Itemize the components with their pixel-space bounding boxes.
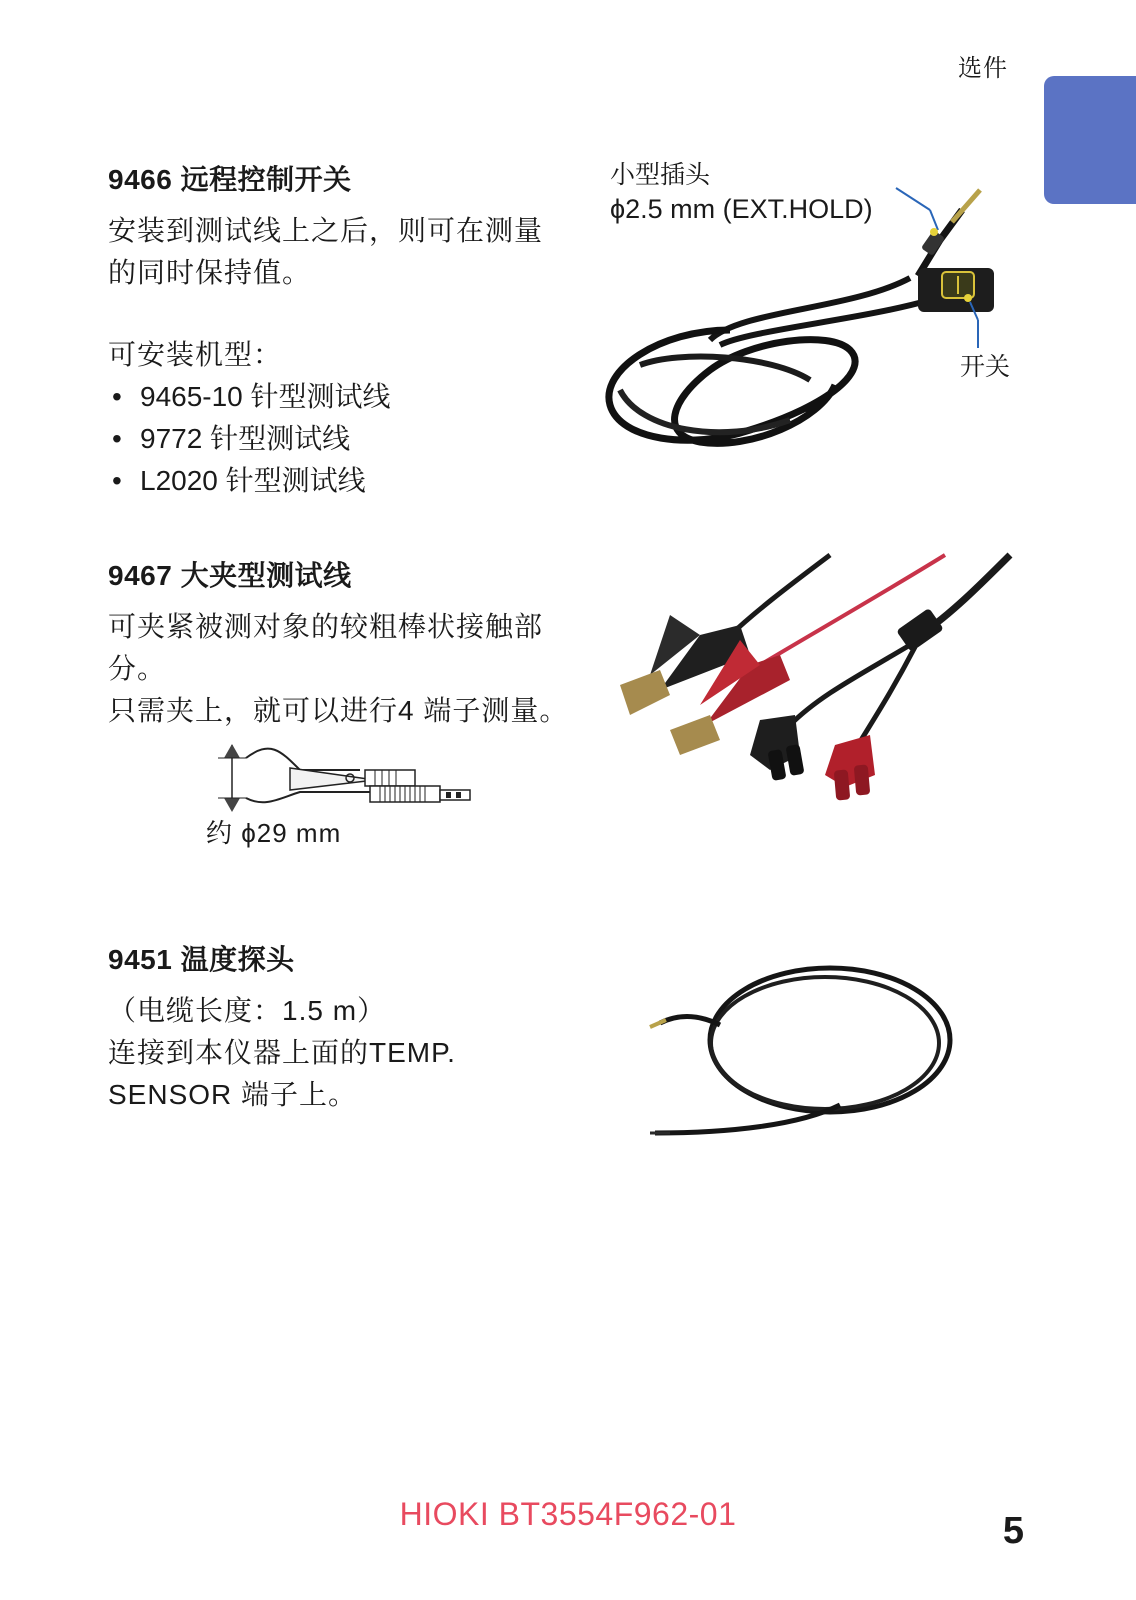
diagram-caption: 约 ϕ29 mm [206,818,342,848]
list-item: • L2020 针型测试线 [108,460,391,502]
temperature-probe-image [650,955,970,1155]
section-title-9467: 9467 大夹型测试线 [108,560,352,591]
desc-line: （电缆长度：1.5 m） [108,995,387,1026]
desc-line: 连接到本仪器上面的TEMP. [108,1037,456,1068]
section-label: 选件 [958,55,1008,82]
compatible-models-list [108,376,391,502]
section-title-9451: 9451 温度探头 [108,944,295,975]
clip-dimension-diagram [210,740,480,820]
chapter-tab [1044,76,1136,204]
section-desc-9467 [108,606,568,732]
desc-line: 只需夹上，就可以进行4 端子测量。 [108,695,569,726]
page-number: 5 [1002,1510,1024,1552]
plug-label: 小型插头 [610,161,711,189]
list-item: • 9772 针型测试线 [108,418,391,460]
document-code: HIOKI BT3554F962-01 [399,1496,737,1532]
desc-line: 可夹紧被测对象的较粗棒状接触部 [108,611,544,642]
compatible-label: 可安装机型： [108,339,283,370]
section-title-9466: 9466 远程控制开关 [108,164,352,195]
list-item: • 9465-10 针型测试线 [108,376,391,418]
section-desc-9466 [108,210,543,294]
remote-switch-image [600,180,1020,470]
desc-line: SENSOR 端子上。 [108,1079,358,1110]
desc-line: 安装到测试线上之后，则可在测量 [108,215,544,246]
plug-spec: ϕ2.5 mm (EXT.HOLD) [610,194,873,224]
desc-line: 分。 [108,653,167,684]
desc-line: 的同时保持值。 [108,257,312,288]
switch-label: 开关 [960,353,1011,381]
section-desc-9451 [108,990,456,1116]
clip-leads-image [610,555,1030,815]
